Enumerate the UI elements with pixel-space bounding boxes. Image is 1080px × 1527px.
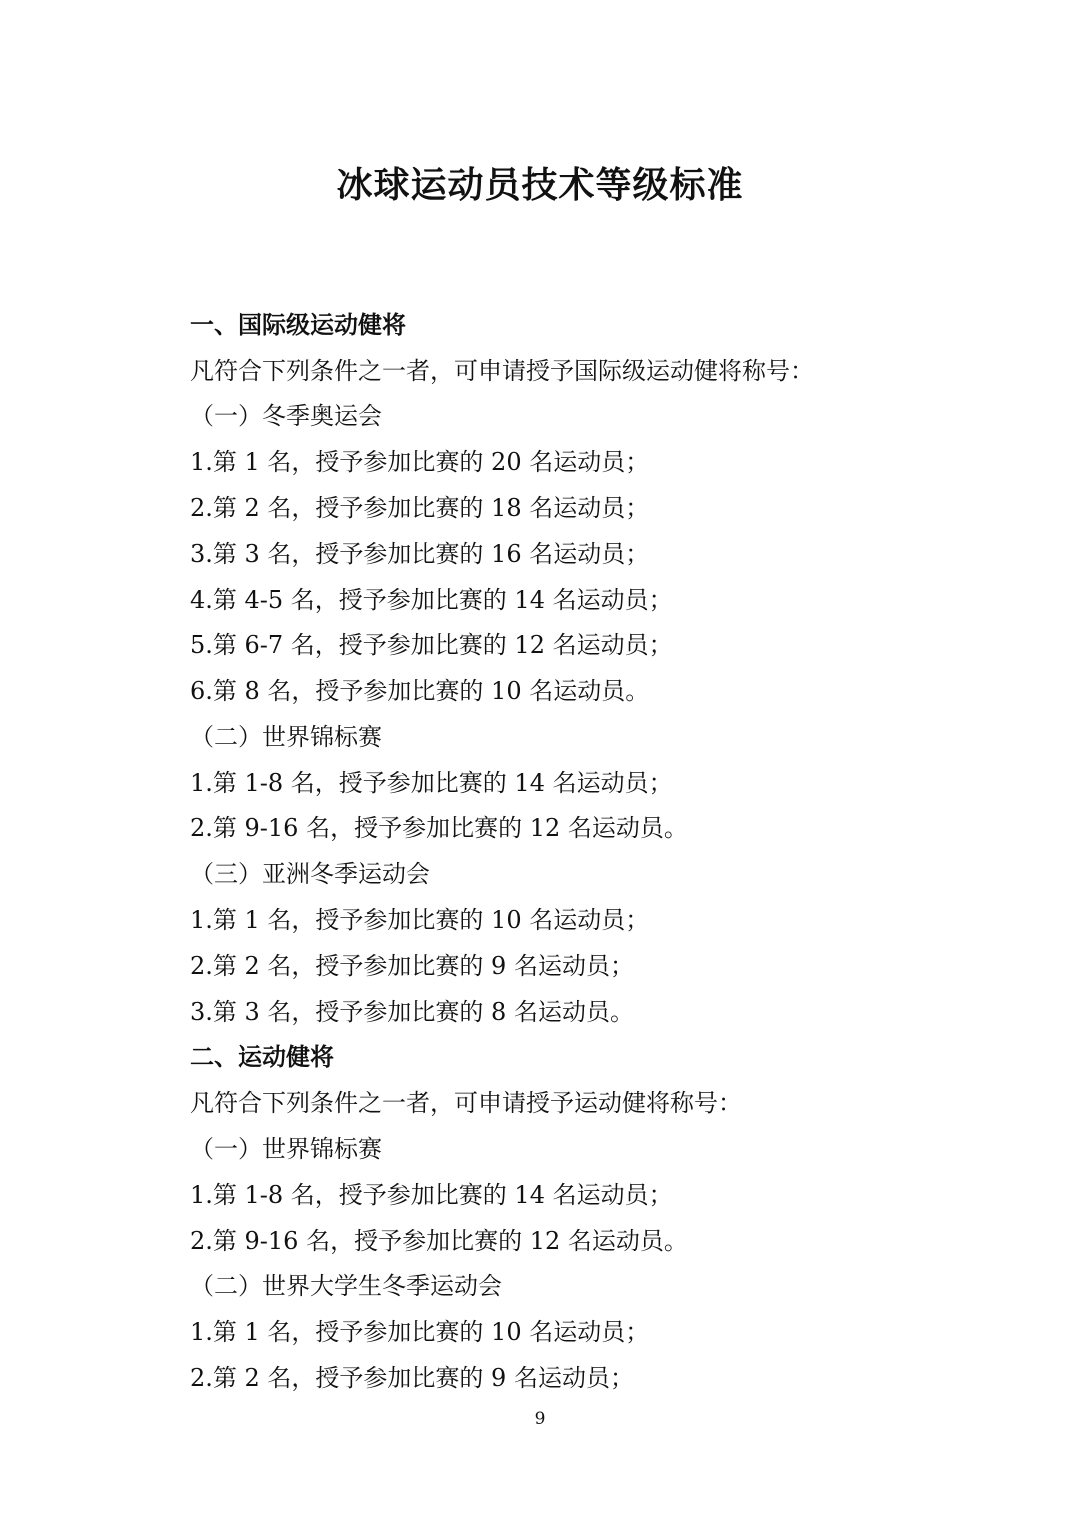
list-item: 3.第 3 名，授予参加比赛的 8 名运动员。 — [190, 998, 634, 1026]
list-item: 1.第 1 名，授予参加比赛的 20 名运动员； — [190, 448, 650, 476]
list-item: 2.第 2 名，授予参加比赛的 9 名运动员； — [190, 952, 634, 980]
section-heading-1: 一、国际级运动健将 — [190, 311, 406, 339]
subsection-heading-1-3: （三）亚洲冬季运动会 — [190, 860, 430, 888]
list-item: 1.第 1-8 名，授予参加比赛的 14 名运动员； — [190, 1181, 673, 1209]
section-heading-2: 二、运动健将 — [190, 1043, 334, 1071]
list-item: 1.第 1 名，授予参加比赛的 10 名运动员； — [190, 1318, 650, 1346]
subsection-heading-2-1: （一）世界锦标赛 — [190, 1135, 382, 1163]
list-item: 5.第 6-7 名，授予参加比赛的 12 名运动员； — [190, 631, 673, 659]
list-item: 1.第 1 名，授予参加比赛的 10 名运动员； — [190, 906, 650, 934]
subsection-heading-2-2: （二）世界大学生冬季运动会 — [190, 1272, 502, 1300]
list-item: 2.第 2 名，授予参加比赛的 18 名运动员； — [190, 494, 650, 522]
subsection-heading-1-2: （二）世界锦标赛 — [190, 723, 382, 751]
list-item: 1.第 1-8 名，授予参加比赛的 14 名运动员； — [190, 769, 673, 797]
page-number: 9 — [534, 1409, 546, 1429]
list-item: 2.第 9-16 名，授予参加比赛的 12 名运动员。 — [190, 1227, 688, 1255]
intro-paragraph-2: 凡符合下列条件之一者，可申请授予运动健将称号： — [190, 1089, 742, 1117]
page-title: 冰球运动员技术等级标准 — [336, 165, 744, 206]
list-item: 2.第 2 名，授予参加比赛的 9 名运动员； — [190, 1364, 634, 1392]
intro-paragraph-1: 凡符合下列条件之一者，可申请授予国际级运动健将称号： — [190, 357, 814, 385]
list-item: 4.第 4-5 名，授予参加比赛的 14 名运动员； — [190, 586, 673, 614]
list-item: 2.第 9-16 名，授予参加比赛的 12 名运动员。 — [190, 814, 688, 842]
subsection-heading-1-1: （一）冬季奥运会 — [190, 402, 382, 430]
list-item: 6.第 8 名，授予参加比赛的 10 名运动员。 — [190, 677, 650, 705]
list-item: 3.第 3 名，授予参加比赛的 16 名运动员； — [190, 540, 650, 568]
